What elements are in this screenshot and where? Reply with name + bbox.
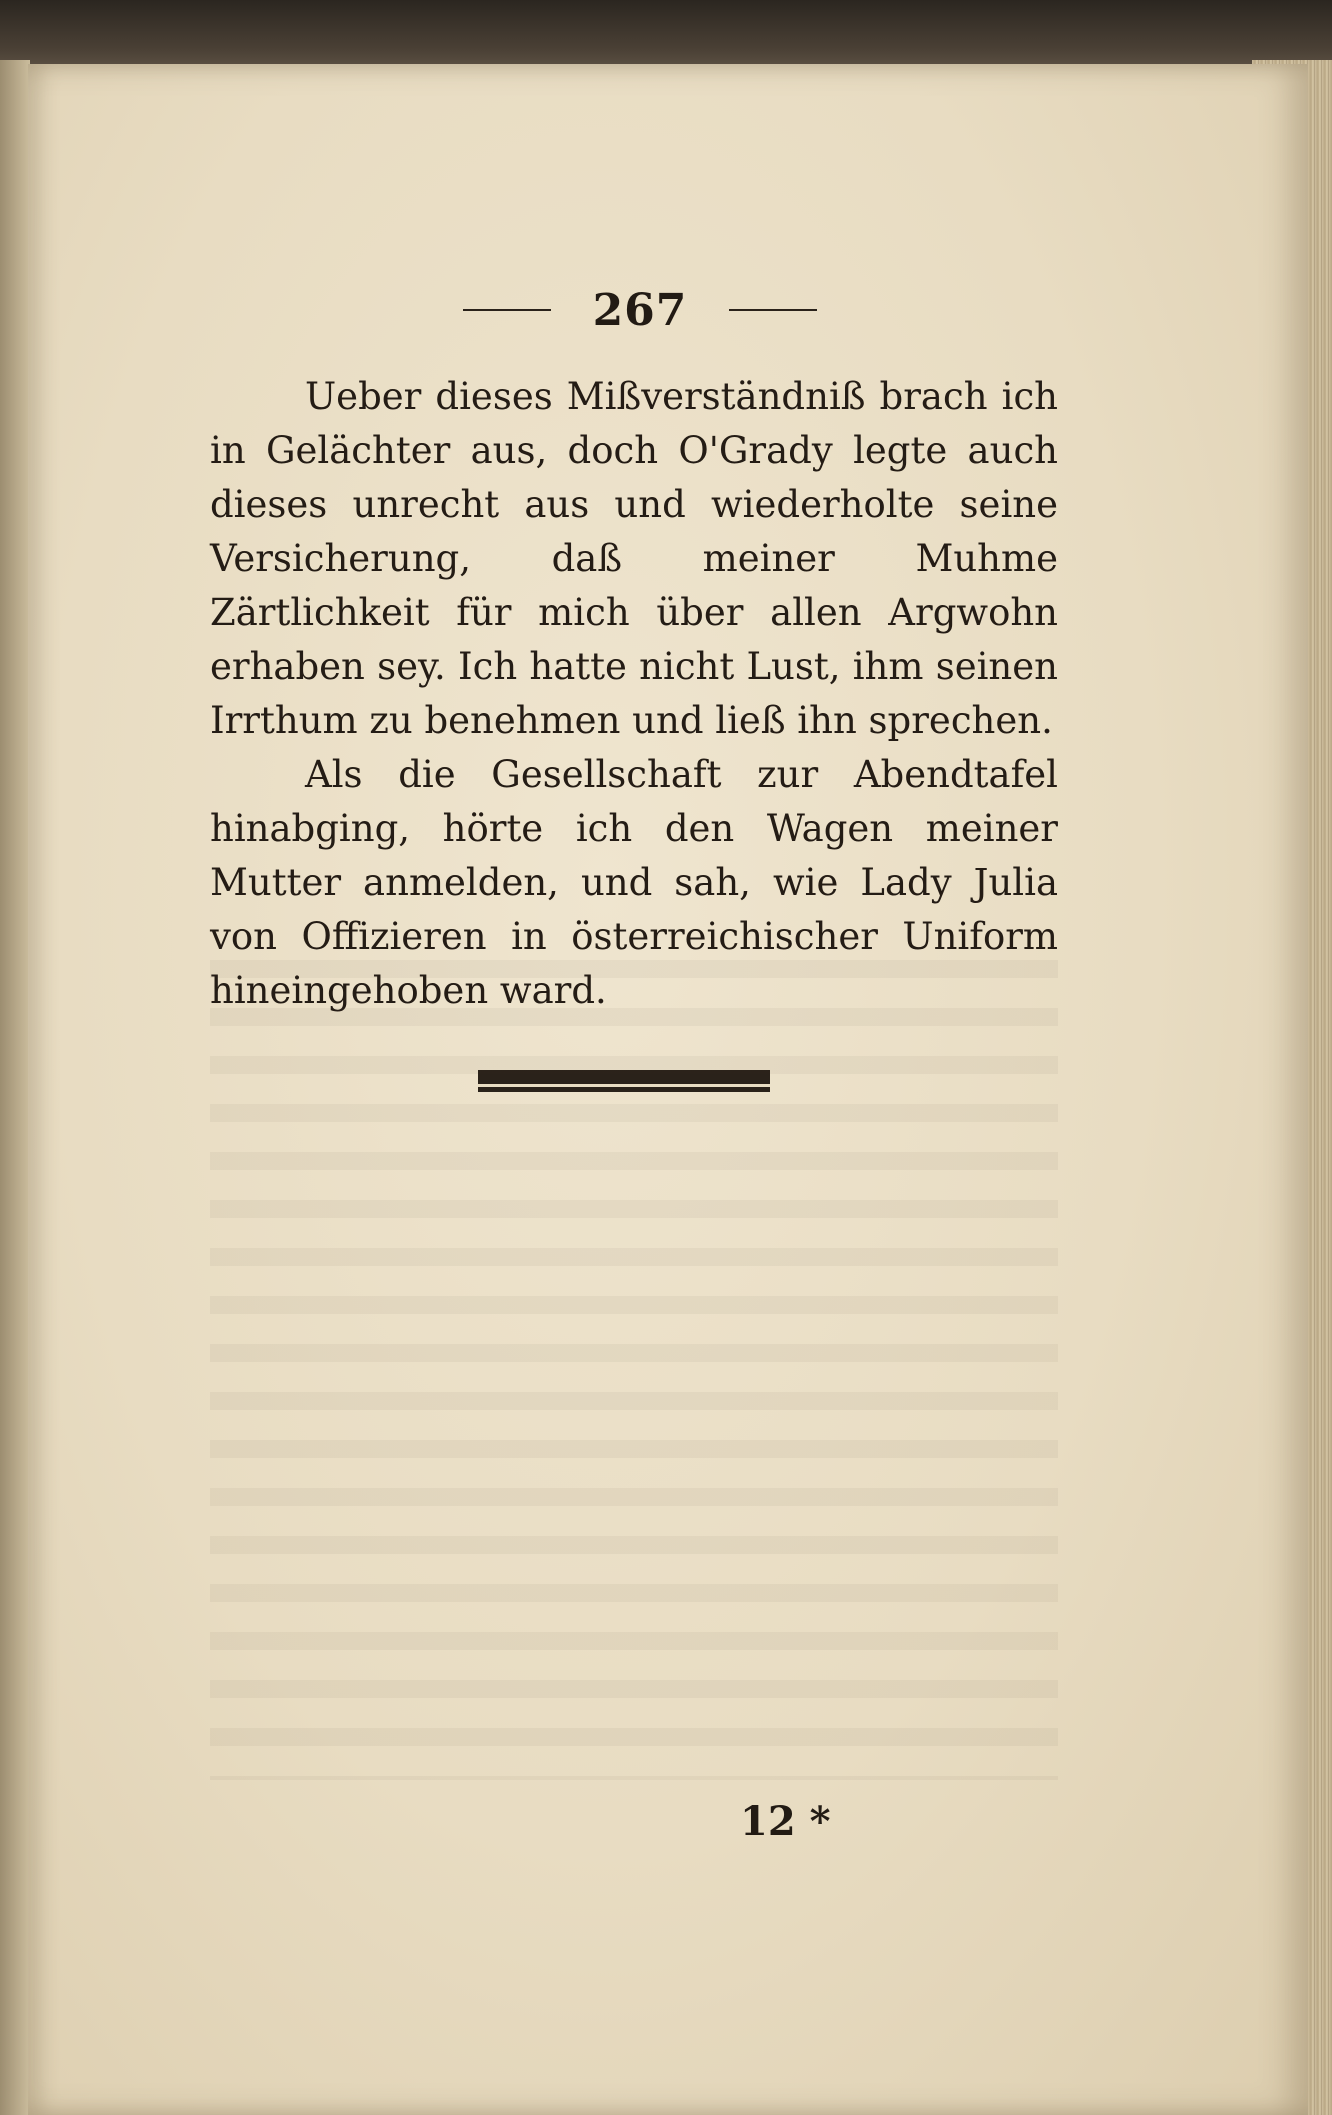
binding-edge	[0, 60, 30, 2115]
printer-signature-mark: 12 *	[740, 1798, 831, 1845]
paragraph: Ueber dieses Mißverständniß brach ich in Gelächter aus, doch O'Grady legte auch dieses unrecht aus und wiederholte seine Versicherung, daß meiner Muhme Zärtlichkeit für mich über allen Argwohn erhaben sey. Ich hatte nicht Lust, ihm seinen Irrthum zu benehmen und ließ ihn sprechen.	[210, 375, 1058, 742]
header-dash-left	[463, 309, 551, 311]
show-through-text	[210, 960, 1058, 1780]
body-text	[210, 370, 1058, 1018]
page-number: 267	[592, 284, 688, 336]
page-header	[440, 280, 840, 340]
book-cover-edge	[0, 0, 1332, 70]
paragraph: Als die Gesellschaft zur Abendtafel hinabging, hörte ich den Wagen meiner Mutter anmelden, und sah, wie Lady Julia von Offizieren in österreichischer Uniform hineingehoben ward.	[210, 753, 1058, 1012]
header-dash-right	[729, 309, 817, 311]
